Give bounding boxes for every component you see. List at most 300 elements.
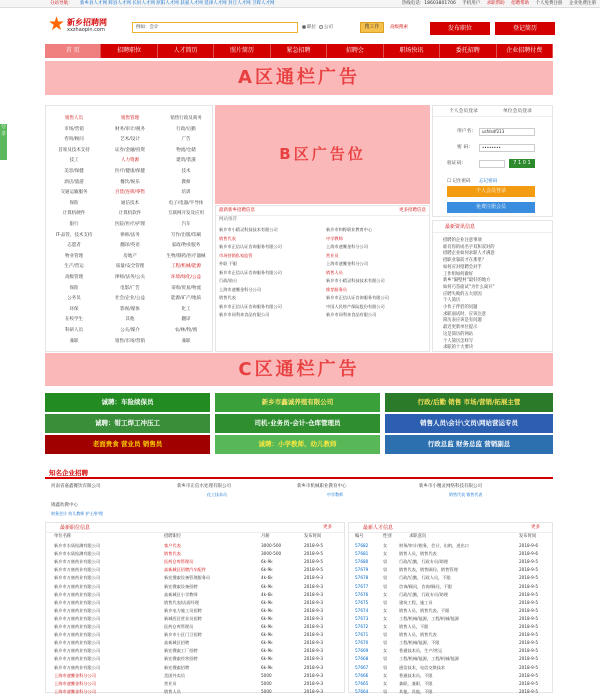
job-position[interactable]: 销售代表 <box>164 551 181 557</box>
nav-news[interactable]: 职场快讯 <box>384 44 440 58</box>
more-link[interactable]: 更多招聘信息 <box>399 208 426 213</box>
category-link[interactable]: 兼职 <box>181 338 191 344</box>
category-link[interactable]: 写作/出版/印刷 <box>170 232 202 238</box>
category-link[interactable]: 采购/贸易/物流 <box>170 285 202 291</box>
category-link[interactable]: 质量/安全管理 <box>115 264 145 270</box>
category-link[interactable]: 艺术/设计 <box>120 137 140 143</box>
category-box <box>45 105 213 352</box>
list-item[interactable]: 新乡市正信认证咨询服务有限公司 <box>219 244 282 249</box>
talent-header <box>349 523 552 533</box>
nav-photo-resumes[interactable]: 照片简历 <box>214 44 270 58</box>
famous-tags[interactable]: 财务会计 幼儿教师 护士/护理 <box>51 511 103 516</box>
table-row[interactable] <box>46 688 346 696</box>
job-date: 2018-9-3 <box>304 583 324 589</box>
list-item[interactable]: 行政/前台 <box>219 278 238 283</box>
logo-ads <box>45 393 553 453</box>
advanced-search-link[interactable]: 高级搜索 <box>390 25 408 30</box>
list-item[interactable]: 新乡市和野职业教育中心 <box>326 227 373 232</box>
talent-intent[interactable]: 工程/机械/能源，不限 <box>399 640 440 646</box>
category-link[interactable]: 其他 <box>125 317 135 323</box>
list-item[interactable]: 新乡市小精灵科技技术有限公司 <box>326 278 385 283</box>
job-position[interactable]: 营业员 <box>164 680 177 686</box>
job-company[interactable]: 新乡市万康药业有限公司 <box>54 632 101 638</box>
job-company[interactable]: 上海市速鹰金科分公司 <box>54 680 96 686</box>
category-link[interactable]: 在校学生 <box>65 317 83 323</box>
news-item[interactable]: 求职的十大要诀 <box>443 345 474 351</box>
job-company[interactable]: 上海市速鹰金科分公司 <box>54 672 96 678</box>
news-item[interactable]: 这是简历的网站 <box>443 331 474 337</box>
job-position[interactable]: 新宏搜索设备招聘 <box>164 583 198 589</box>
category-row <box>46 337 214 347</box>
job-salary: 5000 <box>261 688 272 694</box>
talent-id[interactable]: 57669 <box>355 648 369 654</box>
remember-label: 记住密码 <box>452 179 471 184</box>
ad-banner-a[interactable]: A区通栏广告 <box>45 61 553 95</box>
talent-date: 2018-9-5 <box>519 607 539 613</box>
talent-intent[interactable]: 普通技术员，不限 <box>399 672 433 678</box>
job-position[interactable]: 新宏搜索设备管理服务员 <box>164 575 211 581</box>
job-company[interactable]: 上海市速鹰金科分公司 <box>54 688 96 694</box>
category-row <box>46 294 214 304</box>
share-tab[interactable]: 分享 <box>0 124 7 160</box>
job-company[interactable]: 新乡市万康药业有限公司 <box>54 607 101 613</box>
talent-more[interactable]: 更多 <box>531 525 540 530</box>
logo-ad[interactable]: 行政总监 财务总监 营销副总 <box>385 435 553 454</box>
talent-id[interactable]: 57670 <box>355 640 369 646</box>
category-link[interactable]: 工程/机械/能源 <box>170 264 202 270</box>
nav-entrust[interactable]: 委托招聘 <box>440 44 496 58</box>
news-item[interactable]: 新乡“隔壁村”最好的地方 <box>443 278 491 284</box>
category-link[interactable]: 人力资源 <box>121 158 139 164</box>
talent-intent[interactable]: 工程/机械/能源，工程/机械/能源 <box>399 615 460 621</box>
job-company[interactable]: 新乡市万康药业有限公司 <box>54 656 101 662</box>
talent-date: 2018-9-5 <box>519 583 539 589</box>
code-field[interactable] <box>479 160 505 168</box>
category-link[interactable]: IT-品管、技术支持 <box>55 232 93 238</box>
job-company[interactable]: 新乡市万康药业有限公司 <box>54 583 101 589</box>
logo-ad[interactable]: 司机-业务员-会计-仓库管理员 <box>215 414 380 433</box>
category-link[interactable]: 财务/审计/税务 <box>114 126 146 132</box>
category-link[interactable]: 酒店/旅游 <box>64 179 84 185</box>
ad-banner-c[interactable]: C区通栏广告 <box>45 353 553 386</box>
job-company[interactable]: 新乡市万康药业有限公司 <box>54 567 101 573</box>
post-job-button[interactable]: 发布职位 <box>430 22 490 35</box>
list-item[interactable]: 新乡市正信认证咨询服务有限公司 <box>326 295 389 300</box>
category-row <box>46 156 214 166</box>
category-link[interactable]: 高级管理 <box>65 275 83 280</box>
tab-company-login[interactable]: 单位会员登录 <box>503 109 532 114</box>
category-link[interactable]: 销售人员 <box>65 116 83 121</box>
talent-id[interactable]: 57671 <box>355 632 369 638</box>
job-company[interactable]: 新乡市万康药业有限公司 <box>54 575 101 581</box>
list-item[interactable]: 市场营销私家监管 <box>219 252 253 258</box>
category-link[interactable]: 医院/医疗/护理 <box>114 222 146 227</box>
site-logo[interactable] <box>48 15 108 37</box>
category-link[interactable]: 电影/广告 <box>120 285 140 291</box>
news-box <box>432 220 553 352</box>
talent-id[interactable]: 57664 <box>355 688 369 694</box>
logo-ad[interactable]: 诚聘：钳工焊工冲压工 <box>45 414 210 433</box>
category-link[interactable]: 社会/企业/公益 <box>114 296 146 302</box>
category-link[interactable]: 技术 <box>181 169 191 174</box>
talent-id[interactable]: 57682 <box>355 543 369 548</box>
job-position[interactable]: 新城西区营业员招聘 <box>164 615 202 621</box>
latest-jobs-columns <box>46 533 344 541</box>
category-link[interactable]: 保险 <box>69 285 79 291</box>
category-link[interactable]: 生产/营运 <box>64 264 84 270</box>
category-row <box>46 220 214 230</box>
talent-intent[interactable]: 其他，其他，不限 <box>399 688 433 694</box>
category-link[interactable]: 证券/金融/投资 <box>114 147 146 153</box>
logo-ad[interactable]: 新乡市鑫诚养殖有限公司 <box>215 393 380 412</box>
category-row <box>46 146 214 156</box>
job-date: 2018-9-5 <box>304 551 324 557</box>
category-link[interactable]: 农/林/牧/渔 <box>174 328 198 333</box>
talent-intent[interactable]: 咨询/顾问，咨询/顾问，不限 <box>399 583 453 589</box>
talent-intent[interactable]: 建筑工程，施工员 <box>399 599 433 605</box>
category-link[interactable]: 计算机软件 <box>118 211 142 217</box>
category-link[interactable]: 咨询/顾问 <box>64 137 84 143</box>
nav-jobs[interactable]: 招聘职位 <box>101 44 157 58</box>
talent-intent[interactable]: 通信技术，电信交换技术 <box>399 664 446 670</box>
latest-jobs-more[interactable]: 更多 <box>323 525 332 530</box>
talent-intent[interactable]: 行政/后勤，行政人员，不限 <box>399 575 451 581</box>
talent-intent[interactable]: 行政/后勤，行政专员/助理 <box>399 591 448 597</box>
nav-paid[interactable]: 企业招聘付费 <box>497 44 553 58</box>
category-link[interactable]: 能源/矿产/地质 <box>170 296 202 302</box>
news-item[interactable]: 个人简历 <box>443 298 461 304</box>
list-subheader: 网站推荐 <box>219 217 237 222</box>
list-item[interactable]: 上海市速鹰金科分公司 <box>326 261 368 266</box>
login-tabs <box>433 106 552 117</box>
register-button[interactable]: 免费注册会员 <box>447 202 535 213</box>
talent-intent[interactable]: 销售人员，不限 <box>399 624 429 629</box>
talent-date: 2018-9-5 <box>519 591 539 597</box>
category-link[interactable]: 兼职 <box>69 338 79 344</box>
ad-banner-b[interactable]: B区广告位 <box>215 105 430 204</box>
talent-intent[interactable]: 行政/后勤，行政专员/助理 <box>399 559 448 565</box>
job-position[interactable]: 医药仓库管理员 <box>164 559 194 565</box>
table-row[interactable] <box>349 688 554 696</box>
link-hire-help[interactable]: 招聘帮助 <box>511 1 530 6</box>
category-link[interactable]: 建筑/装潢 <box>176 158 196 164</box>
category-link[interactable]: 首席及技术支持 <box>58 147 90 153</box>
talent-gender: 女 <box>383 607 388 613</box>
job-position[interactable]: 美团外卖员 <box>164 672 185 678</box>
list-item[interactable]: 销售代表 <box>219 235 236 241</box>
job-company[interactable]: 新乡市水质检测有限公司 <box>54 551 101 557</box>
job-position[interactable]: 高新城区招聘 <box>164 640 190 646</box>
captcha-image[interactable]: 7 1 0 1 <box>509 159 535 168</box>
talent-id[interactable]: 57680 <box>355 559 369 565</box>
nav-home[interactable]: 首 页 <box>45 44 101 58</box>
talent-gender: 男 <box>383 656 388 662</box>
talent-id[interactable]: 57676 <box>355 591 369 597</box>
search-input[interactable]: 例如：会计 <box>132 22 298 33</box>
col-position: 招聘职位 <box>164 534 182 539</box>
job-position[interactable]: 医药仓库管理员 <box>164 624 194 629</box>
job-position[interactable]: 新乡市小区门卫招聘 <box>164 632 202 638</box>
job-position[interactable]: 销售人员 <box>164 688 181 694</box>
category-link[interactable]: 化工 <box>181 306 191 312</box>
job-salary: 6k-9k <box>261 640 273 646</box>
talent-intent[interactable]: 财务/审计/税务，会计，出纳，进出口 <box>399 543 469 548</box>
talent-id[interactable]: 57667 <box>355 664 369 670</box>
famous-company[interactable]: 新乡市机械职业教育中心 <box>297 484 347 489</box>
list-item[interactable]: 新乡市小精灵科技技术有限公司 <box>219 227 278 232</box>
news-item[interactable]: 招聘的企业注意事项 <box>443 238 482 243</box>
category-link[interactable]: 销售管理 <box>121 116 139 121</box>
category-row <box>46 178 214 188</box>
col-company: 单位名称 <box>54 534 72 539</box>
password-label: 密 码： <box>457 145 473 150</box>
forgot-link[interactable]: 忘记密码 <box>479 179 498 184</box>
category-link[interactable]: 保险 <box>69 200 79 206</box>
category-link[interactable]: 银行 <box>69 222 79 227</box>
password-field[interactable]: •••••••• <box>479 144 535 152</box>
job-company[interactable]: 新乡市万康药业有限公司 <box>54 624 101 629</box>
category-link[interactable]: 技工 <box>69 158 79 164</box>
talent-date: 2018-9-5 <box>519 632 539 638</box>
category-link[interactable]: 房地产 <box>123 253 137 259</box>
job-salary: 4k-6k <box>261 575 273 581</box>
talent-id[interactable]: 57673 <box>355 615 369 621</box>
talent-intent[interactable]: 销售人员，销售代表 <box>399 632 437 638</box>
job-date: 2018-9-5 <box>304 567 324 573</box>
talent-intent[interactable]: 兼职，兼职，不限 <box>399 680 433 686</box>
list-item[interactable]: 新乡市同利来食品有限公司 <box>326 312 377 317</box>
news-item[interactable]: 谁有你的成名字双和双对的 <box>443 244 495 250</box>
category-link[interactable]: 公务员 <box>67 296 81 302</box>
link-job-help[interactable]: 求职帮助 <box>486 1 505 6</box>
talent-id[interactable]: 57674 <box>355 607 369 613</box>
job-position[interactable]: 新乡电力施工员招聘 <box>164 607 202 613</box>
news-item[interactable]: 如何应对招聘会对手 <box>443 264 482 270</box>
job-position[interactable]: 新宏搜索工厂招聘 <box>164 648 198 654</box>
category-link[interactable]: 生物/制药/医疗器械 <box>166 253 206 259</box>
famous-company[interactable]: 锦鑫幼教中心 <box>51 503 78 508</box>
nav-job-fair[interactable]: 招聘会 <box>327 44 383 58</box>
job-position[interactable]: 高新城区招聘汽车配件 <box>164 567 206 573</box>
talent-id[interactable]: 57668 <box>355 656 369 662</box>
logo-ad[interactable]: 行政/后勤 销售 市场/营销/拓展主管 <box>385 393 553 412</box>
job-date: 2018-9-3 <box>304 664 324 670</box>
job-company[interactable]: 新乡市万康药业有限公司 <box>54 559 101 565</box>
talent-intent[interactable]: 普通技术员，生产/营运 <box>399 648 443 654</box>
job-position[interactable]: 高新城区小学教师 <box>164 591 198 597</box>
talent-intent[interactable]: 销售人员，销售代表 <box>399 551 437 557</box>
job-company[interactable]: 新乡市万康药业有限公司 <box>54 664 101 670</box>
link-company-register[interactable]: 企业免费注册 <box>569 1 596 6</box>
latest-jobs-table <box>45 522 345 693</box>
talent-intent[interactable]: 工程/机械/能源，工程/机械/能源 <box>399 656 460 662</box>
category-link[interactable]: 教师 <box>181 179 191 185</box>
job-company[interactable]: 新乡市万康药业有限公司 <box>54 591 101 597</box>
link-person-register[interactable]: 个人免费注册 <box>535 1 563 6</box>
category-link[interactable]: 翻译/英语 <box>120 243 140 249</box>
category-link[interactable]: 电子/电器/半导体 <box>168 200 204 206</box>
list-item[interactable]: 新乡市正信认证咨询服务有限公司 <box>219 303 282 309</box>
category-link[interactable]: 餐饮/娱乐 <box>120 179 140 185</box>
talent-id[interactable]: 57672 <box>355 624 369 629</box>
logo-ad[interactable]: 诚聘：车险续保员 <box>45 393 210 412</box>
famous-company[interactable]: 新乡市小精灵网络科技有限公司 <box>419 484 482 489</box>
job-company[interactable]: 新乡市万康药业有限公司 <box>54 640 101 646</box>
category-link[interactable]: 物业管理 <box>65 253 83 259</box>
famous-tags[interactable]: 销售代表 销售代表 <box>449 492 483 497</box>
category-row <box>46 326 214 336</box>
logo-ad[interactable]: 销售人员\会计\文员\网站营运专员 <box>385 414 553 433</box>
list-item[interactable]: 上海市速鹰金科分公司 <box>326 244 368 249</box>
username-label: 用户名： <box>457 129 477 134</box>
category-link[interactable]: 汽车 <box>181 222 191 227</box>
category-link[interactable]: 物流/仓储 <box>176 147 196 153</box>
radio-job-icon[interactable] <box>302 25 306 29</box>
category-link[interactable]: 律师/法务/公关 <box>114 275 146 280</box>
list-item[interactable]: 中国人民财产保险股份有限公司 <box>326 303 385 309</box>
latest-jobs-header <box>46 523 344 533</box>
category-link[interactable]: 通信技术 <box>121 200 139 206</box>
category-link[interactable]: 市场/营销 <box>64 126 84 132</box>
job-date: 2018-9-3 <box>304 688 324 694</box>
list-item[interactable]: 新乡市同利来食品有限公司 <box>219 312 270 317</box>
top-bar <box>0 0 600 8</box>
category-link[interactable]: 计算机硬件 <box>62 211 86 217</box>
category-link[interactable]: 律师/法务 <box>120 232 140 238</box>
city-nav[interactable]: 新乡县人才网 辉县人才网 长垣人才网 原阳人才网 获嘉人才网 延津人才网 封丘人才网 卫辉人才网 <box>80 1 275 6</box>
category-link[interactable]: 医疗/健康/保健 <box>114 169 146 174</box>
login-button[interactable]: 个人会员登录 <box>447 186 535 197</box>
search-button[interactable]: 搜工作 <box>360 22 384 33</box>
list-item[interactable]: 新乡市正信认证咨询服务有限公司 <box>219 269 282 275</box>
job-date: 2018-9-5 <box>304 559 324 565</box>
talent-intent[interactable]: 销售人员，销售代表，不限 <box>399 607 450 613</box>
talent-id[interactable]: 57679 <box>355 567 369 573</box>
news-item[interactable]: 招聘企业如何求职人才满意 <box>443 251 495 257</box>
news-item[interactable]: 应聘失败的五大原因 <box>443 291 482 297</box>
job-company[interactable]: 新乡市万康药业有限公司 <box>54 599 101 605</box>
job-date: 2018-9-3 <box>304 632 324 638</box>
news-item[interactable]: 如何巧答面试“为什么离开” <box>443 284 495 290</box>
job-salary: 5000 <box>261 680 272 686</box>
talent-date: 2018-9-5 <box>519 575 539 581</box>
talent-id[interactable]: 57675 <box>355 599 369 605</box>
talent-date: 2018-9-5 <box>519 648 539 654</box>
latest-hiring-list <box>215 205 430 352</box>
famous-company[interactable]: 河南省嘉鑫餐饮有限公司 <box>51 484 101 489</box>
category-link[interactable]: 行政/后勤 <box>176 126 196 132</box>
talent-id[interactable]: 57665 <box>355 680 369 686</box>
radio-company-label: 公司 <box>323 25 333 30</box>
news-item[interactable]: 个人简历怎样写 <box>443 338 474 344</box>
list-item[interactable]: 外联 不限 <box>219 261 238 266</box>
category-link[interactable]: 美容/保健 <box>64 169 84 174</box>
list-item[interactable]: 中学教师 <box>326 235 343 241</box>
logo-ad[interactable]: 诚聘：小学教师、幼儿教师 <box>215 435 380 454</box>
col-pubdate: 发布时间 <box>519 534 537 539</box>
category-link[interactable]: 互联网开发及应用 <box>168 211 204 217</box>
news-item[interactable]: 小伙子伴侣的问题 <box>443 305 478 310</box>
job-salary: 4k-6k <box>261 591 273 597</box>
job-position[interactable]: 新宏搜索经营招聘 <box>164 656 198 662</box>
famous-row <box>45 500 553 516</box>
talent-id[interactable]: 57666 <box>355 672 369 678</box>
talent-date: 2018-9-5 <box>519 567 539 573</box>
code-label: 验证码： <box>447 161 467 166</box>
job-company[interactable]: 新乡市水质检测有限公司 <box>54 543 101 548</box>
list-item[interactable]: 推荐服务员 <box>326 286 347 292</box>
category-link[interactable]: 志愿者 <box>67 243 81 249</box>
username-field[interactable]: usfdsdf213 <box>479 128 535 136</box>
category-link[interactable]: 交通运输服务 <box>60 190 88 196</box>
logo-url: xxzhaopin.com <box>67 27 105 33</box>
category-link[interactable]: 翻译 <box>181 317 191 323</box>
news-item[interactable]: 工作组如何做好 <box>443 271 474 277</box>
category-link[interactable]: 科研人员 <box>65 328 83 333</box>
news-item[interactable]: 最近更新单位提示 <box>443 325 478 331</box>
register-resume-button[interactable]: 登记简历 <box>495 22 555 35</box>
category-link[interactable]: 销售行政及商务 <box>170 116 202 121</box>
news-item[interactable]: 简历表应该是有问题 <box>443 318 482 324</box>
category-link[interactable]: 家政/物业服务 <box>171 243 201 249</box>
list-item[interactable]: 销售人员 <box>326 269 343 275</box>
category-link[interactable]: 销售/市场/营销 <box>114 338 146 344</box>
category-link[interactable]: 环境/绿化/公益 <box>170 275 202 280</box>
job-salary: 6k-9k <box>261 648 273 654</box>
list-item[interactable]: 销售代表 <box>219 295 236 300</box>
list-item[interactable]: 上海市速鹰金科分公司 <box>219 286 261 292</box>
remember-checkbox[interactable]: ☐ <box>447 179 452 184</box>
job-position[interactable]: 新宏搜索招聘 <box>164 664 190 670</box>
logo-ad[interactable]: 老面贵食 营业员 销售员 <box>45 435 210 454</box>
talent-columns <box>349 533 552 541</box>
list-item[interactable]: 营业员 <box>326 252 339 258</box>
category-link[interactable]: 培训 <box>181 190 191 196</box>
job-position[interactable]: 客户代表 <box>164 543 181 548</box>
category-row <box>46 188 214 198</box>
job-date: 2018-9-3 <box>304 591 324 597</box>
category-row <box>46 167 214 177</box>
col-intent: 求职意向 <box>409 534 427 539</box>
job-company[interactable]: 新乡市万康药业有限公司 <box>54 648 101 654</box>
talent-id[interactable]: 57681 <box>355 551 369 557</box>
famous-tags[interactable]: 化工技术员 <box>207 492 227 497</box>
link-mobile[interactable]: 手机用户 <box>462 1 481 6</box>
job-position[interactable]: 销售代表/店面经理 <box>164 599 199 605</box>
category-link[interactable]: 广告 <box>181 137 191 143</box>
job-salary: 3000-500 <box>261 551 282 557</box>
news-item[interactable]: 求职面试时，应该注意 <box>443 311 486 317</box>
category-link[interactable]: 百货/连锁/零售 <box>114 190 146 196</box>
talent-intent[interactable]: 销售代表，销售顾问，销售管理 <box>399 567 458 573</box>
job-company[interactable]: 新乡市万康药业有限公司 <box>54 615 101 621</box>
talent-id[interactable]: 57677 <box>355 583 369 589</box>
category-link[interactable]: 影视/媒体 <box>120 306 140 312</box>
nav-resumes[interactable]: 人才简历 <box>158 44 214 58</box>
category-link[interactable]: 环保 <box>69 306 79 312</box>
talent-id[interactable]: 57678 <box>355 575 369 581</box>
category-row <box>46 209 214 219</box>
radio-company-icon[interactable] <box>319 25 323 29</box>
talent-gender: 男 <box>383 575 388 581</box>
famous-company[interactable]: 新乡市正信水处理有限公司 <box>177 484 231 489</box>
news-item[interactable]: 招职业靠前才在那里？ <box>443 258 486 264</box>
category-link[interactable]: 公关/媒介 <box>120 328 140 333</box>
tab-person-login[interactable]: 个人会员登录 <box>449 109 478 114</box>
nav-urgent[interactable]: 紧急招聘 <box>271 44 327 58</box>
col-salary: 月薪 <box>261 534 270 539</box>
famous-tags[interactable]: 中学教师 <box>327 492 343 497</box>
